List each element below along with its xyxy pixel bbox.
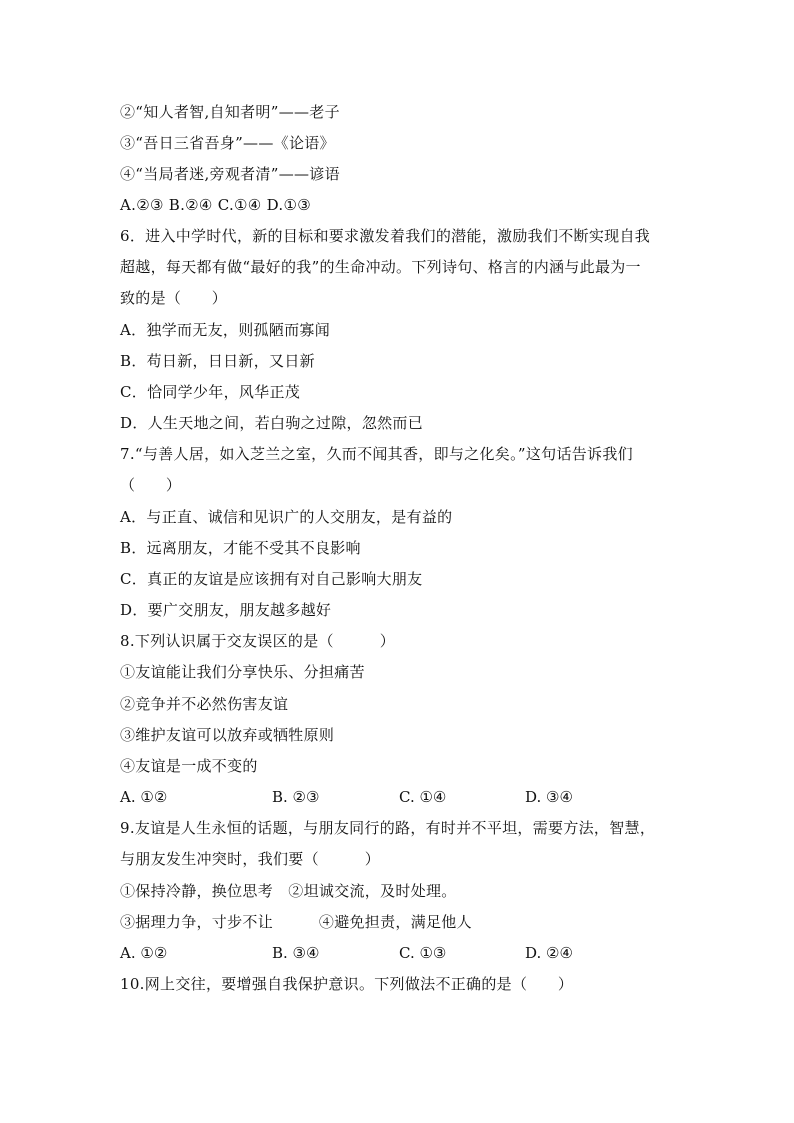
question-6-line-3: 致的是（ ） xyxy=(120,289,228,307)
question-9-option-a: A. ①② xyxy=(120,944,168,962)
question-9-line-2: 与朋友发生冲突时，我们要（ ） xyxy=(120,850,381,868)
question-8-option-a: A. ①② xyxy=(120,788,168,806)
quote-line-3: ③“吾日三省吾身”——《论语》 xyxy=(120,134,335,152)
question-8-statement-3: ③维护友谊可以放弃或牺牲原则 xyxy=(120,726,335,744)
question-9-line-1: 9.友谊是人生永恒的话题，与朋友同行的路，有时并不平坦，需要方法，智慧， xyxy=(120,819,656,837)
answer-options-q5: A.②③ B.②④ C.①④ D.①③ xyxy=(120,196,311,214)
question-7-option-a: A．与正直、诚信和见识广的人交朋友，是有益的 xyxy=(120,508,453,526)
question-8-statement-1: ①友谊能让我们分享快乐、分担痛苦 xyxy=(120,663,365,681)
question-8-statement-4: ④友谊是一成不变的 xyxy=(120,757,258,775)
question-7-line-2: （ ） xyxy=(120,476,182,494)
question-7-option-b: B．远离朋友，才能不受其不良影响 xyxy=(120,539,361,557)
question-9-option-b: B. ③④ xyxy=(272,944,320,962)
question-9-options xyxy=(120,943,680,963)
question-8-option-b: B. ②③ xyxy=(272,788,320,806)
question-6-line-1: 6．进入中学时代，新的目标和要求激发着我们的潜能，激励我们不断实现自我 xyxy=(120,227,651,245)
question-8-options xyxy=(120,787,680,807)
question-6-line-2: 超越，每天都有做“最好的我”的生命冲动。下列诗句、格言的内涵与此最为一 xyxy=(120,258,641,276)
question-6-option-c: C．恰同学少年，风华正茂 xyxy=(120,383,301,401)
question-8-option-d: D. ③④ xyxy=(525,788,573,806)
question-6-option-a: A．独学而无友，则孤陋而寡闻 xyxy=(120,321,331,339)
question-8-statement-2: ②竞争并不必然伤害友谊 xyxy=(120,695,289,713)
question-6-option-b: B．苟日新，日日新，又日新 xyxy=(120,352,315,370)
question-9-option-c: C. ①③ xyxy=(399,944,447,962)
question-9-option-d: D. ②④ xyxy=(525,944,573,962)
quote-line-2: ②“知人者智,自知者明”——老子 xyxy=(120,103,340,121)
question-7-line-1: 7.“与善人居，如入芝兰之室，久而不闻其香，即与之化矣。”这句话告诉我们 xyxy=(120,445,633,463)
question-8-option-c: C. ①④ xyxy=(399,788,447,806)
question-6-option-d: D．人生天地之间，若白驹之过隙，忽然而已 xyxy=(120,414,424,432)
question-7-option-c: C．真正的友谊是应该拥有对自己影响大朋友 xyxy=(120,570,423,588)
quote-line-4: ④“当局者迷,旁观者清”——谚语 xyxy=(120,165,340,183)
question-10-line-1: 10.网上交往，要增强自我保护意识。下列做法不正确的是（ ） xyxy=(120,975,574,993)
question-9-statement-2: ③据理力争，寸步不让 ④避免担责，满足他人 xyxy=(120,913,472,931)
question-8-line-1: 8.下列认识属于交友误区的是（ ） xyxy=(120,632,396,650)
question-7-option-d: D．要广交朋友，朋友越多越好 xyxy=(120,601,332,619)
question-9-statement-1: ①保持冷静，换位思考 ②坦诚交流，及时处理。 xyxy=(120,882,457,900)
